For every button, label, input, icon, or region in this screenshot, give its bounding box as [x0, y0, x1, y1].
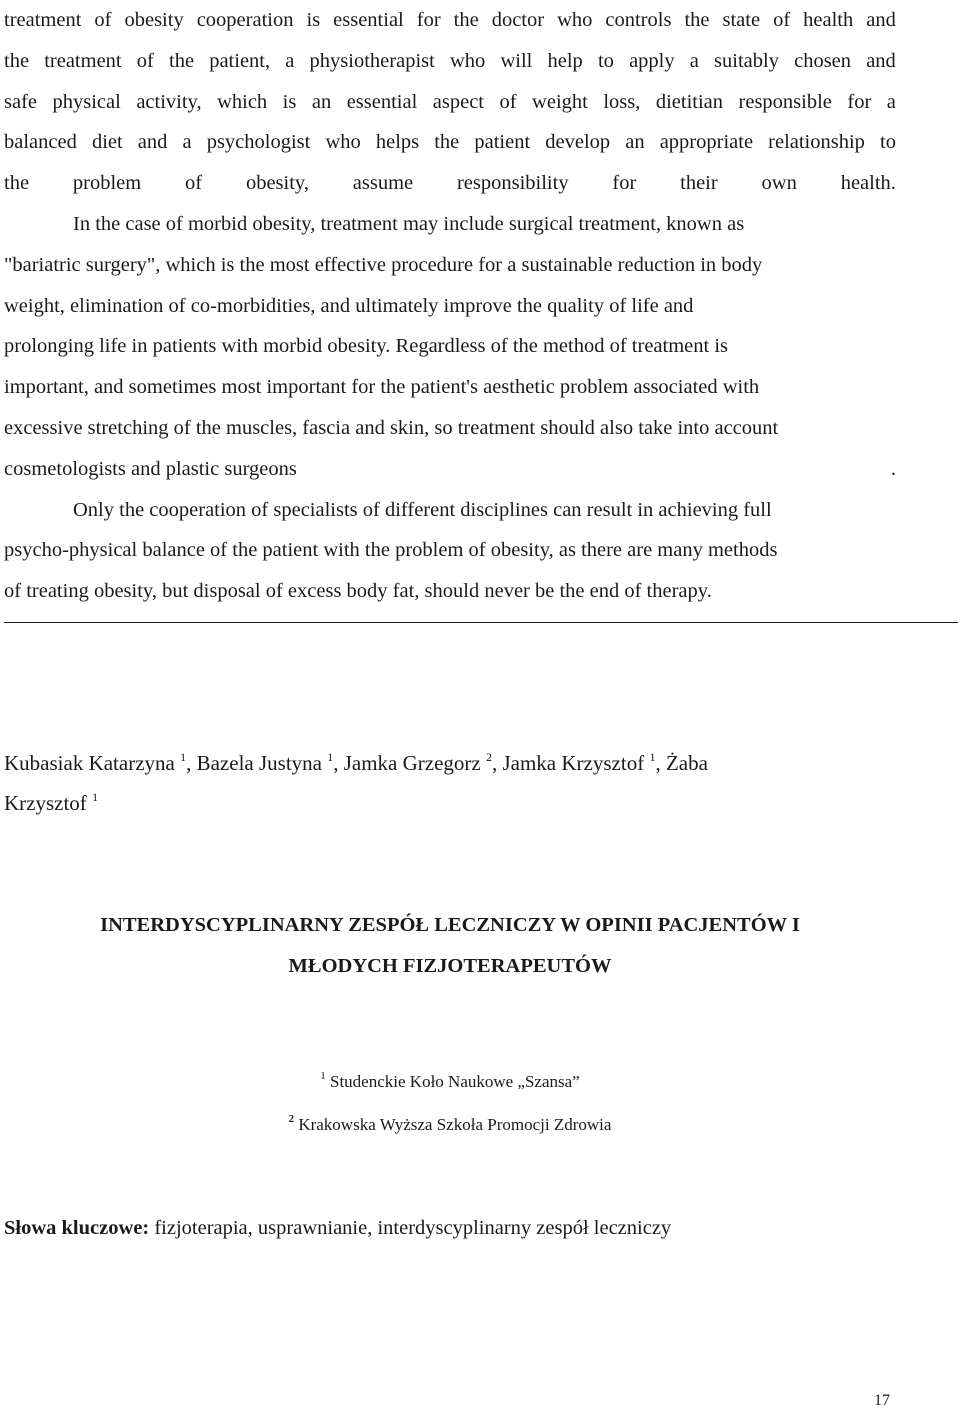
page-number: 17 [874, 1392, 890, 1409]
author-name: Bazela Justyna [196, 751, 322, 775]
word: problem [72, 172, 142, 195]
author-list: Kubasiak Katarzyna $^1$, Bazela Justyna $^1$, Jamka Grzegorz $^2$, Jamka Krzysztof $^1$, Żaba Krzysztof $^1$ [4, 750, 708, 815]
affiliation-text: Krakowska Wyższa Szkoła Promocji Zdrowia [298, 1115, 612, 1134]
keywords [4, 1217, 671, 1240]
word: for [612, 172, 637, 195]
text-line: "bariatric surgery", which is the most effective procedure for a sustainable reduction in body [4, 253, 763, 276]
title-line: MŁODYCH FIZJOTERAPEUTÓW [288, 955, 612, 977]
title-line: INTERDYSCYPLINARNY ZESPÓŁ LECZNICZY W OPINII PACJENTÓW I [100, 914, 800, 936]
keywords-label: Słowa kluczowe: [4, 1217, 150, 1239]
word: obesity, [245, 172, 309, 195]
author-name: Jamka Grzegorz [343, 751, 481, 775]
text-line: safe physical activity, which is an essential aspect of weight loss, dietitian responsible for a [4, 90, 896, 113]
text-line: psycho-physical balance of the patient with the problem of obesity, as there are many methods [4, 539, 778, 562]
text-line: of treating obesity, but disposal of excess body fat, should never be the end of therapy. [4, 580, 712, 603]
text-line: the treatment of the patient, a physiotherapist who will help to apply a suitably chosen and [4, 49, 896, 72]
author-affiliation-marker: 1 [649, 750, 656, 764]
word: assume [352, 172, 414, 195]
keywords-text: fizjoterapia, usprawnianie, interdyscyplinarny zespół leczniczy [154, 1217, 672, 1239]
author-affiliation-marker: 1 [92, 790, 99, 804]
author-name: Krzysztof [4, 791, 87, 815]
text-line: balanced diet and a psychologist who helps the patient develop an appropriate relationship to [4, 131, 896, 154]
text-line [4, 449, 896, 490]
affiliation-marker: 2 [288, 1113, 295, 1125]
text-line: weight, elimination of co-morbidities, and ultimately improve the quality of life and [4, 294, 694, 317]
text-line: important, and sometimes most important for the patient's aesthetic problem associated with [4, 376, 760, 399]
word: own [761, 172, 797, 195]
text-line: excessive stretching of the muscles, fascia and skin, so treatment should also take into account [4, 416, 779, 439]
affiliation-marker: 1 [320, 1070, 326, 1082]
word: of [185, 172, 203, 195]
text-line: treatment of obesity cooperation is essential for the doctor who controls the state of health and [4, 9, 896, 31]
author-affiliation-marker: 1 [327, 750, 334, 764]
author-affiliation-marker: 1 [180, 750, 187, 764]
text-line: In the case of morbid obesity, treatment may include surgical treatment, known as [73, 212, 745, 235]
author-name: Kubasiak Katarzyna [4, 751, 175, 775]
author-affiliation-marker: 2 [485, 750, 492, 764]
word: responsibility [456, 172, 569, 195]
author-name: Jamka Krzysztof [502, 751, 645, 775]
text-fragment: cosmetologists and plastic surgeons [4, 457, 297, 480]
text-line-justified [4, 163, 896, 204]
article-title [0, 905, 900, 987]
author-name: Żaba [665, 751, 708, 775]
body-text [4, 0, 896, 612]
word: the [4, 172, 30, 195]
affiliation-text: Studenckie Koło Naukowe „Szansa” [330, 1072, 580, 1091]
horizontal-rule [4, 622, 958, 623]
text-line: Only the cooperation of specialists of different disciplines can result in achieving full [73, 498, 772, 521]
period: . [890, 457, 896, 480]
word: their [680, 172, 718, 195]
affiliation [0, 1115, 900, 1135]
word: health. [840, 172, 896, 195]
text-line: prolonging life in patients with morbid obesity. Regardless of the method of treatment is [4, 335, 729, 358]
affiliation [0, 1072, 900, 1092]
